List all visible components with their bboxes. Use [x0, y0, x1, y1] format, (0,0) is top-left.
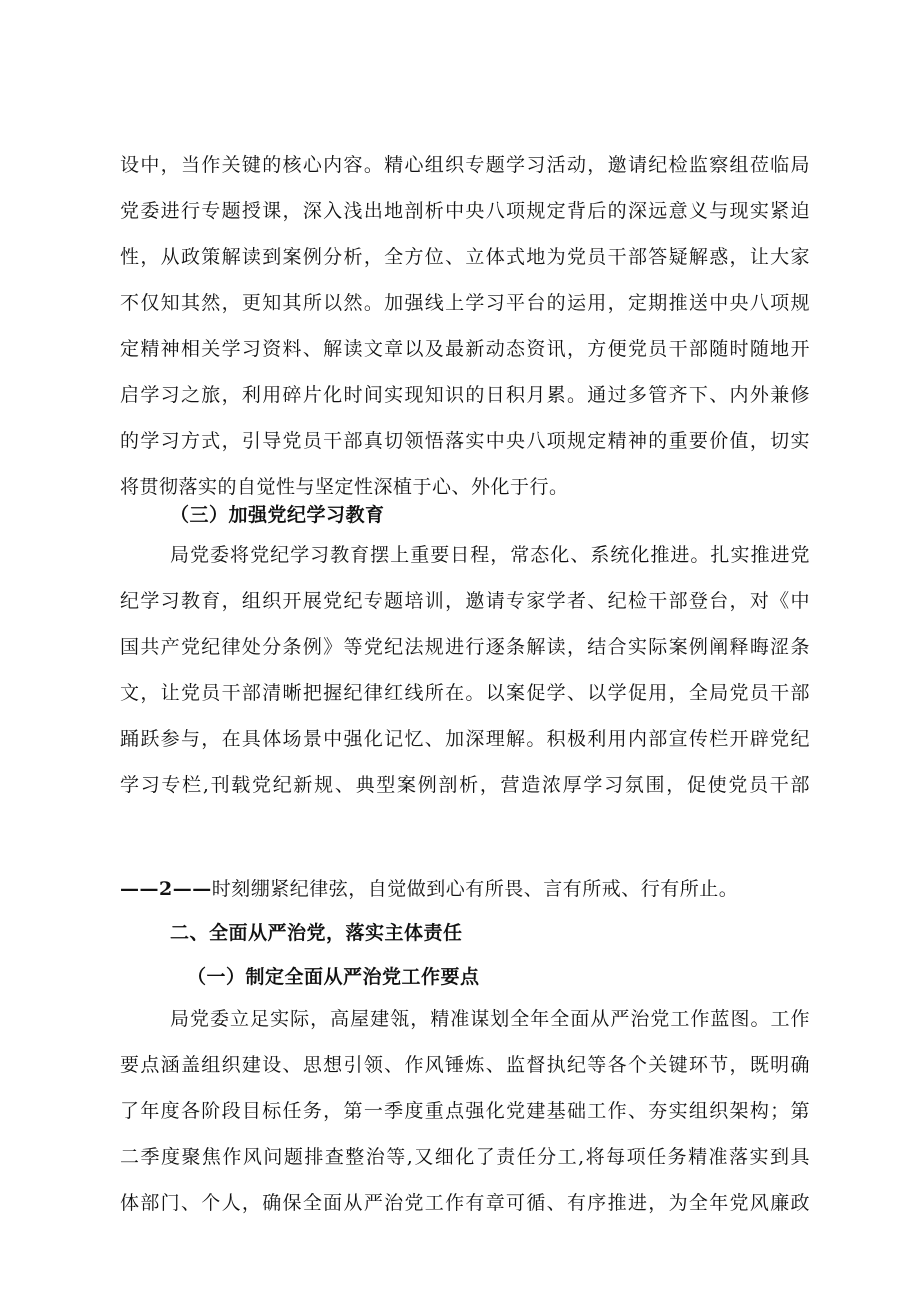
paragraph-line: 体部门、个人，确保全面从严治党工作有章可循、有序推进，为全年党风廉政 [120, 1192, 810, 1214]
paragraph-line: 将贯彻落实的自觉性与坚定性深植于心、外化于行。 [120, 476, 569, 498]
paragraph-line: 文，让党员干部清晰把握纪律红线所在。以案促学、以学促用，全局党员干部 [120, 682, 810, 704]
paragraph-line: 局党委将党纪学习教育摆上重要日程，常态化、系统化推进。扎实推进党 [170, 544, 810, 566]
section-heading: （三）加强党纪学习教育 [170, 504, 385, 526]
paragraph-line: 国共产党纪律处分条例》等党纪法规进行逐条解读，结合实际案例阐释晦涩条 [120, 636, 810, 658]
paragraph-line: 踊跃参与，在具体场景中强化记忆、加深理解。积极利用内部宣传栏开辟党纪 [120, 728, 810, 750]
paragraph-line: 定精神相关学习资料、解读文章以及最新动态资讯，方便党员干部随时随地开 [120, 338, 810, 360]
paragraph-line: 二季度聚焦作风问题排查整治等,又细化了责任分工,将每项任务精准落实到具 [120, 1146, 810, 1168]
paragraph-line: 要点涵盖组织建设、思想引领、作风锤炼、监督执纪等各个关键环节，既明确 [120, 1054, 810, 1076]
paragraph-line: 局党委立足实际，高屋建瓴，精准谋划全年全面从严治党工作蓝图。工作 [170, 1008, 810, 1030]
page-footer-line [120, 874, 738, 904]
paragraph-line: 不仅知其然，更知其所以然。加强线上学习平台的运用，定期推送中央八项规 [120, 292, 810, 314]
paragraph-line: 设中，当作关键的核心内容。精心组织专题学习活动，邀请纪检监察组莅临局 [120, 154, 810, 176]
chapter-heading: 二、全面从严治党，落实主体责任 [170, 922, 463, 944]
paragraph-line: 启学习之旅，利用碎片化时间实现知识的日积月累。通过多管齐下、内外兼修 [120, 384, 810, 406]
paragraph-line: 学习专栏,刊载党纪新规、典型案例剖析，营造浓厚学习氛围，促使党员干部 [120, 774, 810, 796]
paragraph-line: 的学习方式，引导党员干部真切领悟落实中央八项规定精神的重要价值，切实 [120, 430, 810, 452]
paragraph-line: 纪学习教育，组织开展党纪专题培训，邀请专家学者、纪检干部登台，对《中 [120, 590, 810, 612]
continuation-text: 时刻绷紧纪律弦，自觉做到心有所畏、言有所戒、行有所止。 [211, 878, 739, 900]
paragraph-line: 党委进行专题授课，深入浅出地剖析中央八项规定背后的深远意义与现实紧迫 [120, 200, 810, 222]
section-heading: （一）制定全面从严治党工作要点 [187, 966, 480, 988]
paragraph-line: 性，从政策解读到案例分析，全方位、立体式地为党员干部答疑解惑，让大家 [120, 246, 810, 268]
paragraph-line: 了年度各阶段目标任务，第一季度重点强化党建基础工作、夯实组织架构；第 [120, 1100, 810, 1122]
page-number: ——2—— [120, 878, 212, 900]
